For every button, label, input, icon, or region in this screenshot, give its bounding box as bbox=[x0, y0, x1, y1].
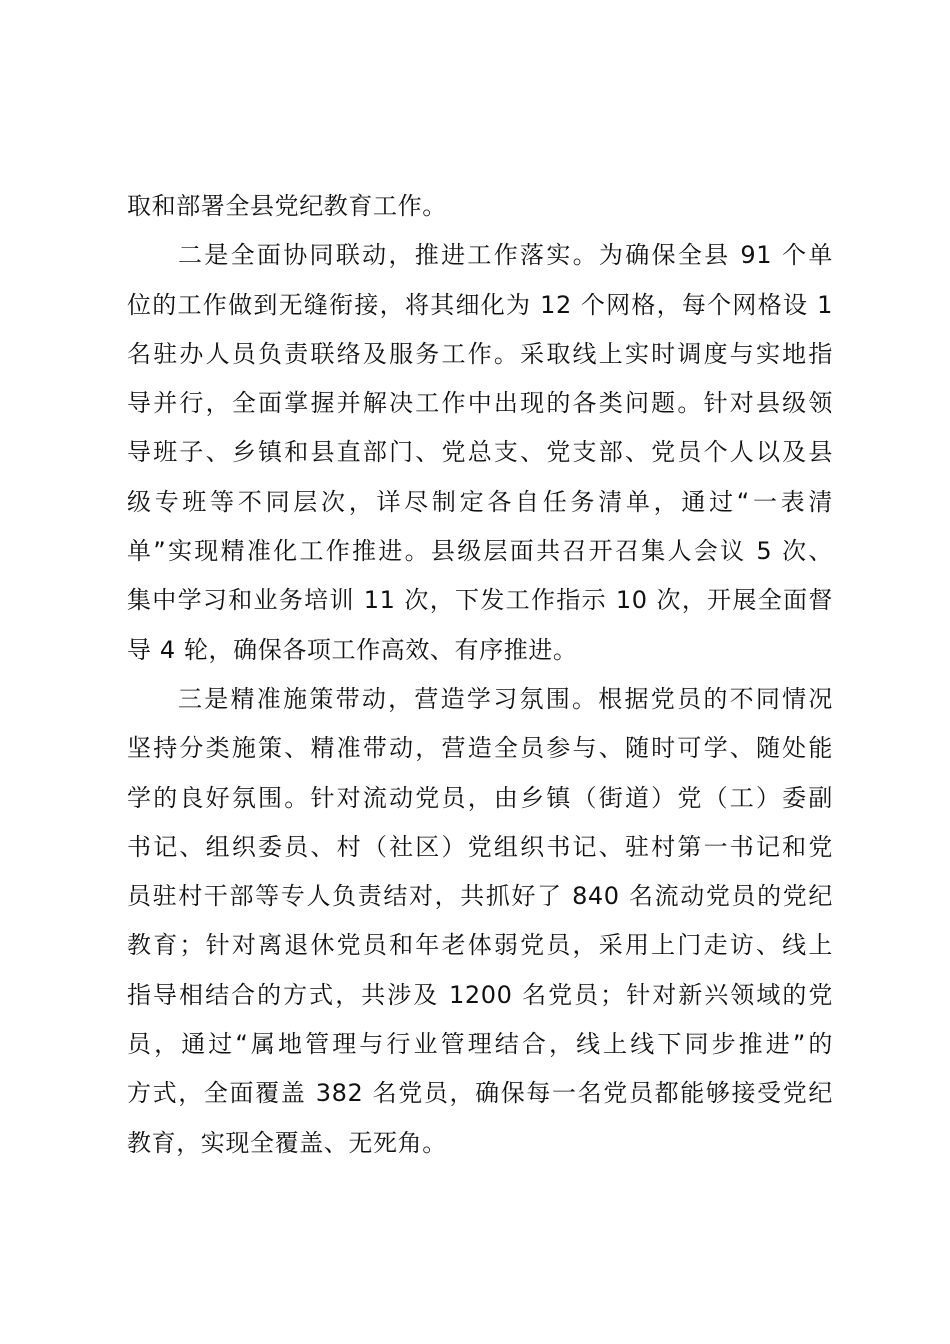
paragraph-3-line-4: 书记、组织委员、村（社区）党组织书记、驻村第一书记和党 bbox=[127, 832, 833, 861]
paragraph-2-line-1: 二是全面协同联动，推进工作落实。为确保全县 91 个单 bbox=[178, 241, 833, 270]
paragraph-3-line-3: 学的良好氛围。针对流动党员，由乡镇（街道）党（工）委副 bbox=[127, 783, 833, 812]
paragraph-2-line-6: 级专班等不同层次，详尽制定各自任务清单，通过“一表清 bbox=[127, 487, 833, 516]
paragraph-3-line-8: 员，通过“属地管理与行业管理结合，线上线下同步推进”的 bbox=[127, 1030, 833, 1059]
paragraph-3-line-2: 坚持分类施策、精准带动，营造全员参与、随时可学、随处能 bbox=[127, 734, 833, 763]
paragraph-3-line-5: 员驻村干部等专人负责结对，共抓好了 840 名流动党员的党纪 bbox=[127, 882, 833, 911]
paragraph-3-line-10: 教育，实现全覆盖、无死角。 bbox=[127, 1128, 447, 1157]
paragraph-2-line-4: 导并行，全面掌握并解决工作中出现的各类问题。针对县级领 bbox=[127, 389, 833, 418]
paragraph-2-line-8: 集中学习和业务培训 11 次，下发工作指示 10 次，开展全面督 bbox=[127, 586, 833, 615]
paragraph-1-line-1: 取和部署全县党纪教育工作。 bbox=[127, 192, 447, 220]
paragraph-2-line-3: 名驻办人员负责联络及服务工作。采取线上实时调度与实地指 bbox=[127, 339, 833, 368]
paragraph-2-line-2: 位的工作做到无缝衔接，将其细化为 12 个网格，每个网格设 1 bbox=[127, 290, 833, 319]
paragraph-2-line-5: 导班子、乡镇和县直部门、党总支、党支部、党员个人以及县 bbox=[127, 438, 833, 467]
paragraph-3-line-6: 教育；针对离退休党员和年老体弱党员，采用上门走访、线上 bbox=[127, 931, 833, 960]
document-body bbox=[127, 182, 833, 1168]
paragraph-2-line-9: 导 4 轮，确保各项工作高效、有序推进。 bbox=[127, 635, 578, 664]
paragraph-3-line-7: 指导相结合的方式，共涉及 1200 名党员；针对新兴领域的党 bbox=[127, 980, 833, 1009]
paragraph-3-line-1: 三是精准施策带动，营造学习氛围。根据党员的不同情况 bbox=[178, 684, 833, 713]
paragraph-3-line-9: 方式，全面覆盖 382 名党员，确保每一名党员都能够接受党纪 bbox=[127, 1079, 833, 1108]
paragraph-2-line-7: 单”实现精准化工作推进。县级层面共召开召集人会议 5 次、 bbox=[127, 537, 833, 566]
